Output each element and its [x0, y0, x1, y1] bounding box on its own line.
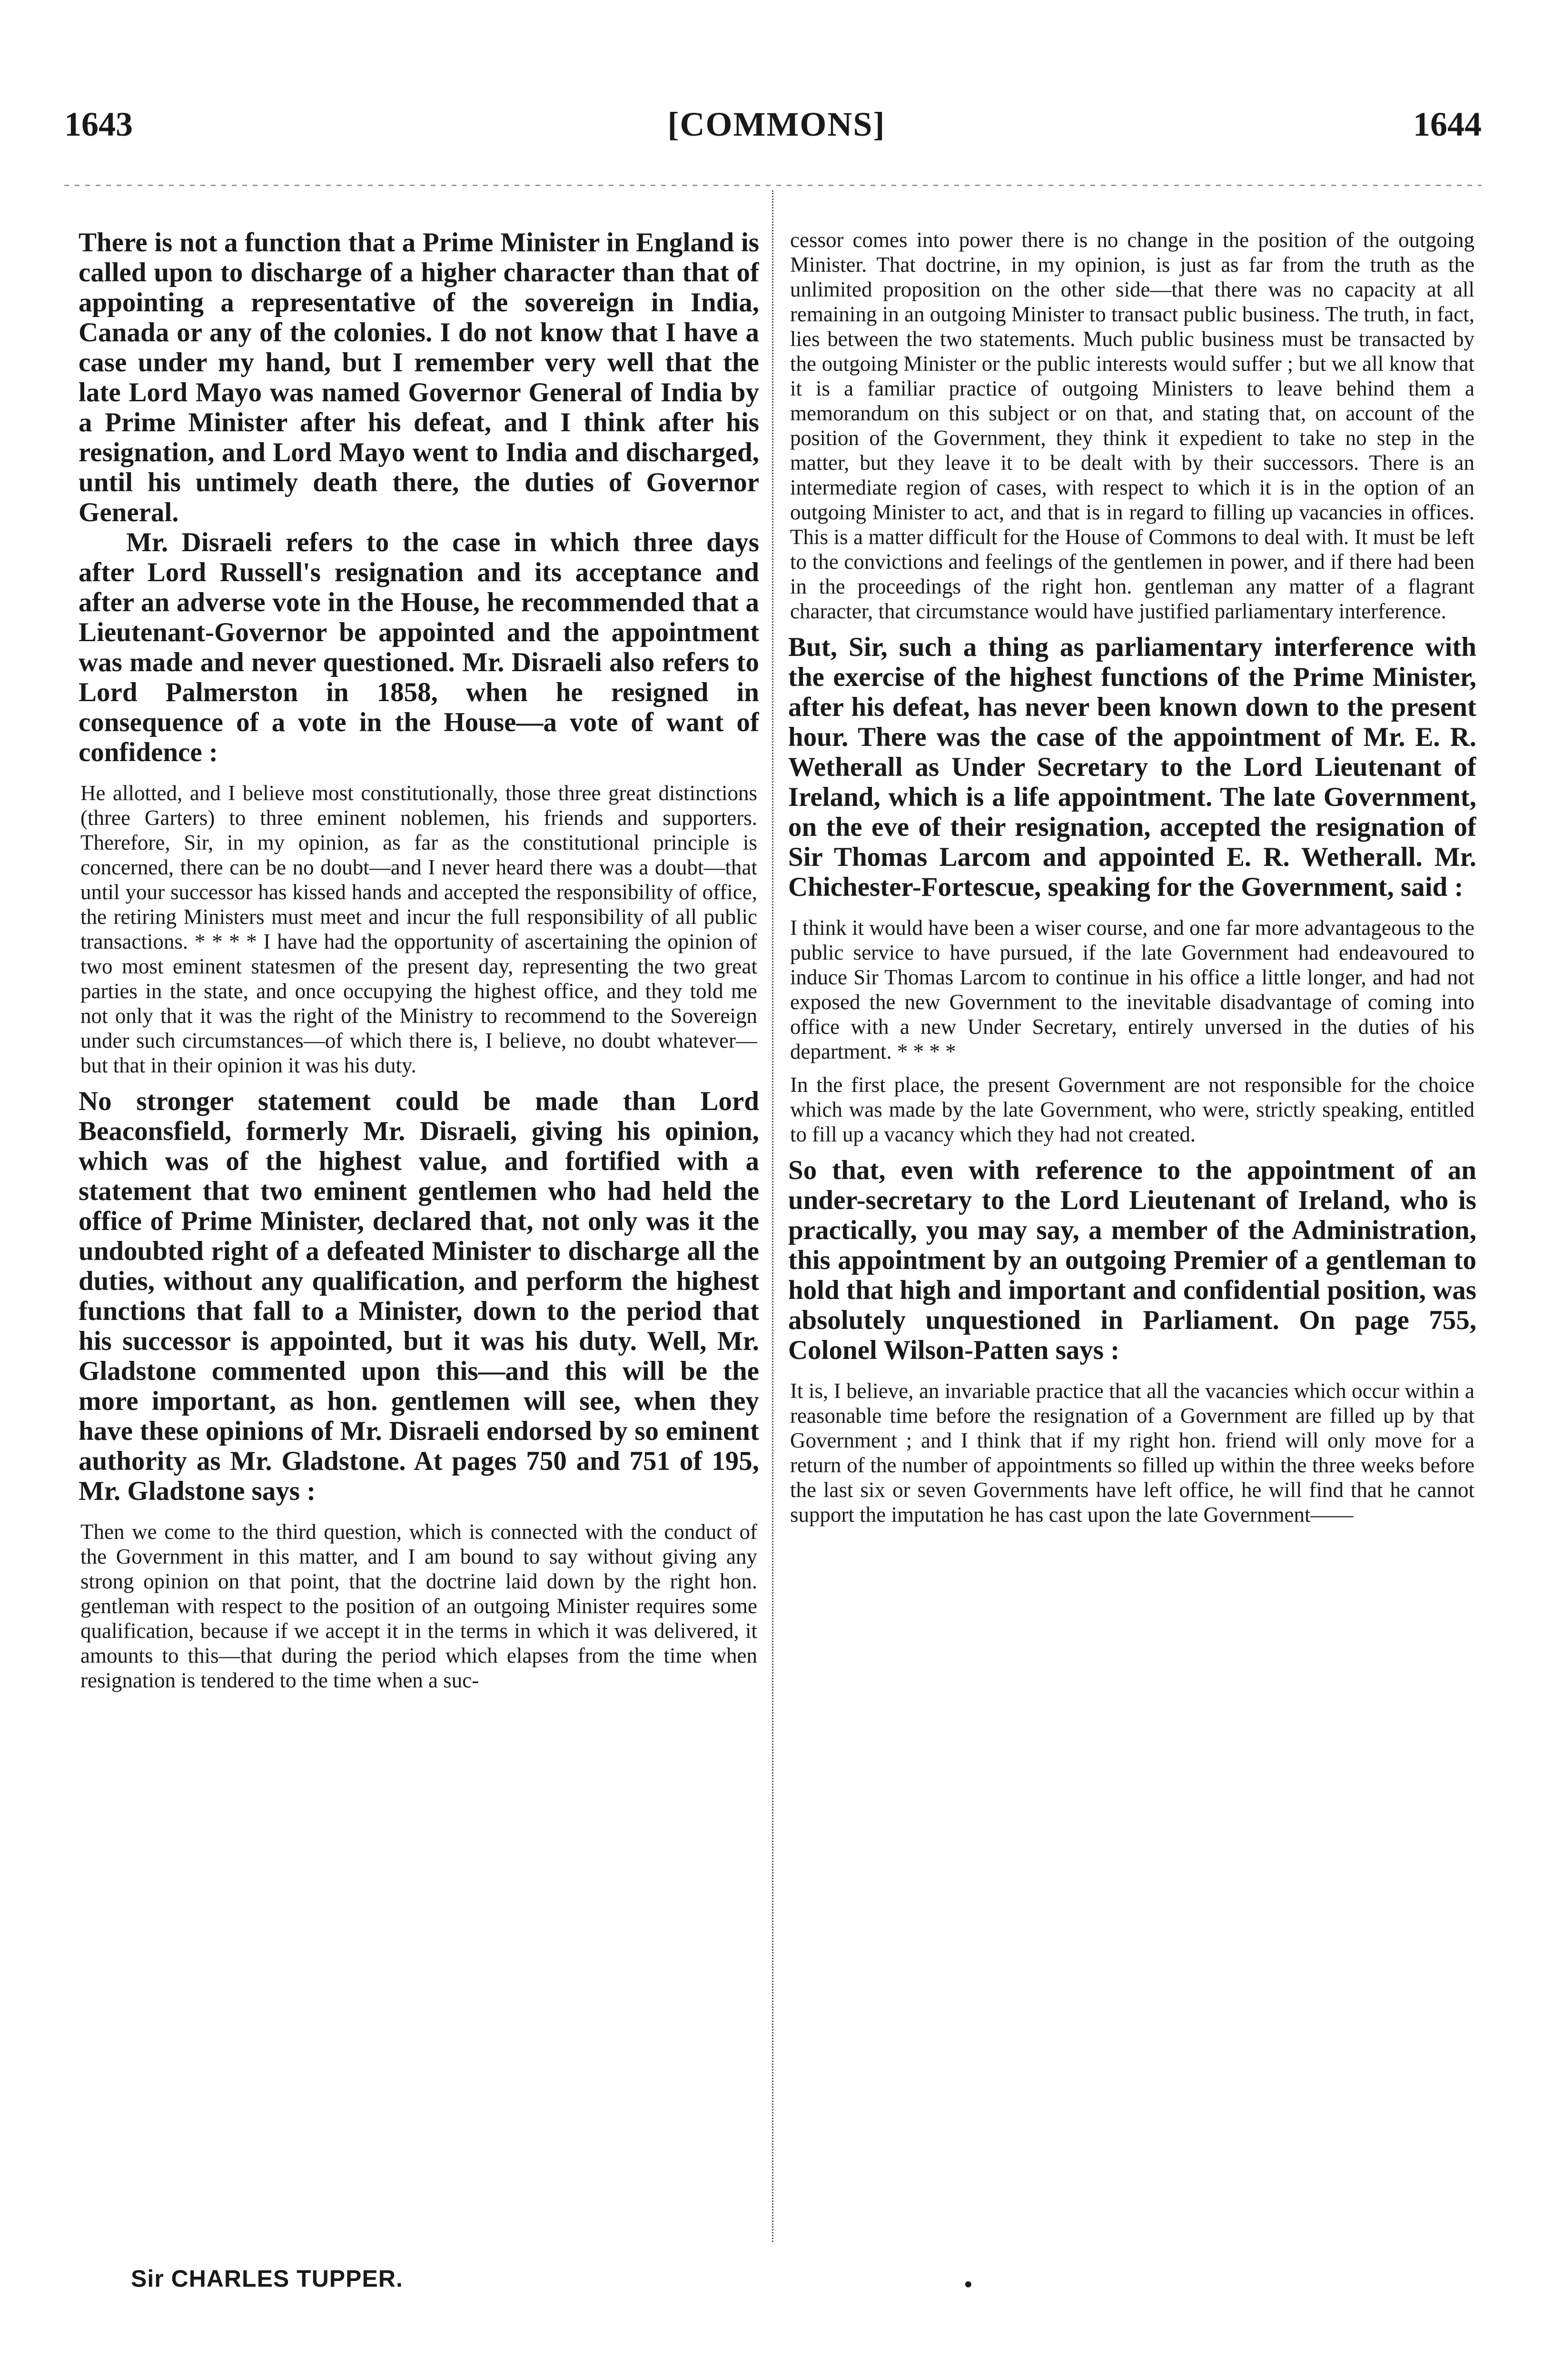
right-column	[788, 228, 1476, 1536]
right-page-number: 1644	[1413, 105, 1482, 143]
quoted-passage-continued: cessor comes into power there is no change in the position of the outgoing Minister. That doctrine, in my opinion, is just as far from the truth as the unlimited proposition on the other side—that there was no capacity at all remaining in an outgoing Minister to transact public business. The truth, in fact, lies between the two statements. Much public business must be transacted by the outgoing Minister or the public interests would suffer ; but we all know that it is a familiar practice of outgoing Ministers to leave behind them a memorandum on this subject or on that, and stating that, on account of the position of the Government, they think it expedient to take no step in the matter, but they leave it to be dealt with by their successors. There is an intermediate region of cases, with respect to which it is in the option of an outgoing Minister to act, and that is in regard to filling up vacancies in offices. This is a matter difficult for the House of Commons to deal with. It must be left to the convictions and feelings of the gentlemen in power, and if there had been in the proceedings of the right hon. gentleman any matter of a flagrant character, that circumstance would have justified parliamentary interference.	[790, 228, 1474, 623]
speech-paragraph: No stronger statement could be made than Lord Beaconsfield, formerly Mr. Disraeli, giving his opinion, which was of the highest value, and fortified with a statement that two eminent gentlemen who had held the office of Prime Minister, declared that, not only was it the undoubted right of a defeated Minister to discharge all the duties, without any qualification, and perform the highest functions that fall to a Minister, down to the period that his successor is appointed, but it was his duty. Well, Mr. Gladstone commented upon this—and this will be the more important, as hon. gentlemen will see, when they have these opinions of Mr. Disraeli endorsed by so eminent authority as Mr. Gladstone. At pages 750 and 751 of 195, Mr. Gladstone says :	[79, 1086, 759, 1506]
quoted-passage: I think it would have been a wiser course, and one far more advantageous to the public service to have pursued, if the late Government had endeavoured to induce Sir Thomas Larcom to continue in his office a little longer, and had not exposed the new Government to the inevitable disadvantage of coming into office with a new Under Secretary, entirely unversed in the duties of his department. * * * *	[790, 916, 1474, 1063]
speech-paragraph: So that, even with reference to the appointment of an under-secretary to the Lord Lieutenant of Ireland, who is practically, you may say, a member of the Administration, this appointment by an outgoing Premier of a gentleman to hold that high and important and confidential position, was absolutely unquestioned in Parliament. On page 755, Colonel Wilson-Patten says :	[788, 1155, 1476, 1365]
left-page-number: 1643	[64, 105, 133, 143]
speech-paragraph: There is not a function that a Prime Minister in England is called upon to discharge of a higher character than that of appointing a representative of the sovereign in India, Canada or any of the colonies. I do not know that I have a case under my hand, but I remember very well that the late Lord Mayo was named Governor General of India by a Prime Minister after his defeat, and I think after his resignation, and Lord Mayo went to India and discharged, until his untimely death there, the duties of Governor General.	[79, 228, 759, 527]
quoted-passage: Then we come to the third question, which is connected with the conduct of the Government in this matter, and I am bound to say without giving any strong opinion on that point, that the doctrine laid down by the right hon. gentleman with respect to the position of an outgoing Minister requires some qualification, because if we accept it in the terms in which it was delivered, it amounts to this—that during the period which elapses from the time when resignation is tendered to the time when a suc-	[80, 1520, 757, 1692]
speaker-footer: Sir CHARLES TUPPER.	[131, 2265, 403, 2292]
column-divider	[772, 190, 773, 2242]
quoted-passage: He allotted, and I believe most constitutionally, those three great distinctions (three Garters) to three eminent noblemen, his friends and supporters. Therefore, Sir, in my opinion, as far as the constitutional principle is concerned, there can be no doubt—and I never heard there was a doubt—that until your successor has kissed hands and accepted the responsibility of office, the retiring Ministers must meet and incur the full responsibility of all public transactions. * * * * I have had the opportunity of ascertaining the opinion of two most eminent statesmen of the present day, representing the two great parties in the state, and once occupying the highest office, and they told me not only that it was the right of the Ministry to recommend to the Sovereign under such circumstances—of which there is, I believe, no doubt whatever—but that in their opinion it was his duty.	[80, 781, 757, 1077]
left-column	[79, 228, 759, 1701]
header-rule	[64, 185, 1482, 186]
running-head: [COMMONS]	[667, 105, 886, 143]
footer-mark: •	[964, 2272, 972, 2297]
speech-paragraph: But, Sir, such a thing as parliamentary interference with the exercise of the highest functions of the Prime Minister, after his defeat, has never been known down to the present hour. There was the case of the appointment of Mr. E. R. Wetherall as Under Secretary to the Lord Lieutenant of Ireland, which is a life appointment. The late Government, on the eve of their resignation, accepted the resignation of Sir Thomas Larcom and appointed E. R. Wetherall. Mr. Chichester-Fortescue, speaking for the Government, said :	[788, 632, 1476, 902]
quoted-passage: In the first place, the present Government are not responsible for the choice which was made by the late Government, who were, strictly speaking, entitled to fill up a vacancy which they had not created.	[790, 1073, 1474, 1146]
speech-paragraph: Mr. Disraeli refers to the case in which three days after Lord Russell's resignation and its acceptance and after an adverse vote in the House, he recommended that a Lieutenant-Governor be appointed and the appointment was made and never questioned. Mr. Disraeli also refers to Lord Palmerston in 1858, when he resigned in consequence of a vote in the House—a vote of want of confidence :	[79, 527, 759, 767]
quoted-passage: It is, I believe, an invariable practice that all the vacancies which occur within a reasonable time before the resignation of a Government are filled up by that Government ; and I think that if my right hon. friend will only move for a return of the number of appointments so filled up within the three weeks before the last six or seven Governments have left office, he will find that he cannot support the imputation he has cast upon the late Government——	[790, 1379, 1474, 1527]
